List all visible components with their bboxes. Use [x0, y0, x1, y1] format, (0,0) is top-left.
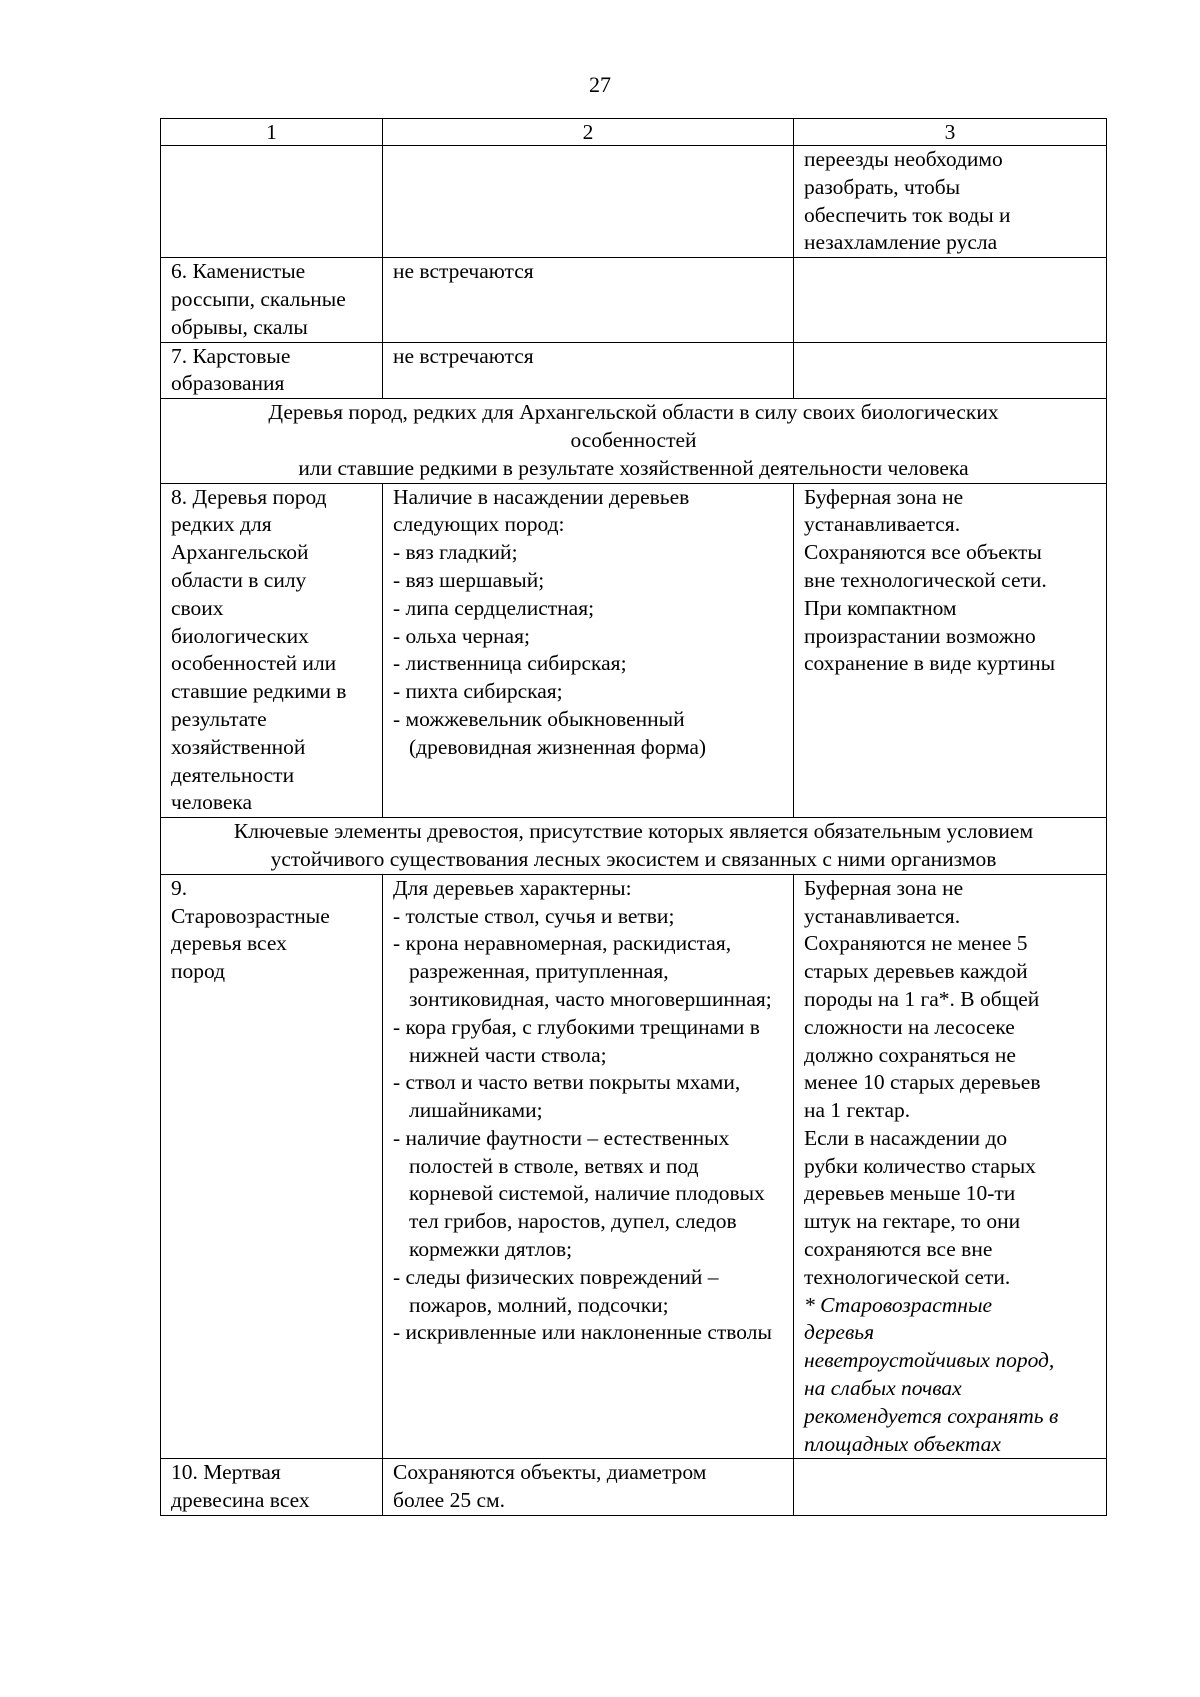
text-line: образования	[171, 371, 285, 396]
text-line: разобрать, чтобы	[804, 174, 961, 199]
text-line: произрастании возможно	[804, 623, 1036, 648]
text-line: старых деревьев каждой	[804, 959, 1028, 984]
text-line: сохраняются все вне	[804, 1237, 993, 1262]
text-line: хозяйственной	[171, 734, 306, 759]
table-row-7	[161, 342, 1107, 399]
text-line: особенностей	[570, 427, 697, 452]
text-line: биологических	[171, 623, 309, 648]
cell	[794, 342, 1107, 399]
cell	[794, 1459, 1107, 1516]
row-9-requirements	[794, 874, 1107, 1459]
characteristics-list	[393, 903, 783, 1348]
cell	[383, 146, 794, 258]
row-7-title	[161, 342, 383, 399]
text-line: обрывы, скалы	[171, 314, 308, 339]
text-line: Архангельской	[171, 540, 309, 565]
header-cell-1: 1	[161, 119, 383, 146]
footnote-line: неветроустойчивых пород,	[804, 1348, 1055, 1373]
list-item: - ствол и часто ветви покрыты мхами, лишайниками;	[393, 1069, 783, 1125]
text-line: деревьев меньше 10-ти	[804, 1181, 1016, 1206]
text-line: сохранение в виде куртины	[804, 651, 1056, 676]
row-8-title	[161, 483, 383, 818]
text-line: россыпи, скальные	[171, 286, 346, 311]
text-line: 7. Карстовые	[171, 343, 291, 368]
list-item: - липа сердцелистная;	[393, 595, 783, 623]
text-line: переезды необходимо	[804, 147, 1003, 171]
text-line: 8. Деревья пород	[171, 484, 327, 509]
list-item: - искривленные или наклоненные стволы	[393, 1319, 783, 1347]
section-heading-rare-trees	[161, 399, 1107, 483]
row-7-description: не встречаются	[383, 342, 794, 399]
text-line: Если в насаждении до	[804, 1125, 1008, 1150]
text-line: Сохраняются не менее 5	[804, 931, 1028, 956]
table-row-8	[161, 483, 1107, 818]
text-line: Деревья пород, редких для Архангельской области в силу своих биологических	[268, 400, 999, 425]
table-row-9	[161, 874, 1107, 1459]
footnote-line: рекомендуется сохранять в	[804, 1403, 1059, 1428]
cell	[794, 258, 1107, 342]
list-item: - толстые ствол, сучья и ветви;	[393, 903, 783, 931]
cell	[161, 146, 383, 258]
footnote-line: на слабых почвах	[804, 1376, 962, 1401]
text-line: области в силу	[171, 567, 307, 592]
section-row-key-elements	[161, 818, 1107, 875]
text-line: ставшие редкими в	[171, 679, 347, 704]
list-item: - можжевельник обыкновенный (древовидная жизненная форма)	[393, 706, 783, 762]
row-10-title	[161, 1459, 383, 1516]
text-line: Старовозрастные	[171, 903, 330, 928]
species-list	[393, 539, 783, 761]
cell-continued-text	[794, 146, 1107, 258]
text-line: редких для	[171, 512, 272, 537]
text-line: человека	[171, 790, 253, 815]
text-line: устанавливается.	[804, 903, 961, 928]
text-line: штук на гектаре, то они	[804, 1209, 1021, 1234]
text-line: технологической сети.	[804, 1264, 1011, 1289]
text-line: менее 10 старых деревьев	[804, 1070, 1041, 1095]
header-cell-2: 2	[383, 119, 794, 146]
row-10-description	[383, 1459, 794, 1516]
text-line: устанавливается.	[804, 512, 961, 537]
header-cell-3: 3	[794, 119, 1107, 146]
text-line: обеспечить ток воды и	[804, 202, 1011, 227]
text-line: деревья всех	[171, 931, 287, 956]
page-number: 27	[589, 72, 611, 97]
text-line: вне технологической сети.	[804, 567, 1047, 592]
row-6-description: не встречаются	[383, 258, 794, 342]
text-line: деятельности	[171, 762, 295, 787]
text-line: или ставшие редкими в результате хозяйственной деятельности человека	[298, 455, 969, 480]
text-line: следующих пород:	[393, 512, 565, 537]
row-8-requirements	[794, 483, 1107, 818]
list-item: - следы физических повреждений – пожаров, молний, подсочки;	[393, 1264, 783, 1320]
text-line: более 25 см.	[393, 1488, 505, 1513]
row-6-title	[161, 258, 383, 342]
list-item: - кора грубая, с глубокими трещинами в нижней части ствола;	[393, 1014, 783, 1070]
text-line: должно сохраняться не	[804, 1042, 1016, 1067]
text-line: незахламление русла	[804, 230, 998, 255]
text-line: особенностей или	[171, 651, 337, 676]
section-heading-key-elements	[161, 818, 1107, 875]
table-row-6	[161, 258, 1107, 342]
text-line: 10. Мертвая	[171, 1460, 281, 1485]
section-row-rare-trees	[161, 399, 1107, 483]
text-line: древесина всех	[171, 1488, 310, 1513]
text-line: Сохраняются все объекты	[804, 540, 1042, 565]
text-line: 9.	[171, 875, 188, 900]
table-row-10	[161, 1459, 1107, 1516]
text-line: Сохраняются объекты, диаметром	[393, 1460, 707, 1485]
list-item: - вяз шершавый;	[393, 567, 783, 595]
row-8-description	[383, 483, 794, 818]
text-line: своих	[171, 595, 224, 620]
text-line: результате	[171, 706, 267, 731]
text-line: Буферная зона не	[804, 484, 964, 509]
requirements-table	[160, 118, 1107, 1516]
list-item: - пихта сибирская;	[393, 678, 783, 706]
text-line: При компактном	[804, 595, 957, 620]
text-line: породы на 1 га*. В общей	[804, 986, 1040, 1011]
header-row	[161, 119, 1107, 146]
list-item: - наличие фаутности – естественных полостей в стволе, ветвях и под корневой системой, наличие плодовых тел грибов, наростов, дупел, следов кормежки дятлов;	[393, 1125, 783, 1264]
text-line: 6. Каменистые	[171, 259, 306, 284]
text-line: рубки количество старых	[804, 1153, 1036, 1178]
text-line: Наличие в насаждении деревьев	[393, 484, 690, 509]
text-line: на 1 гектар.	[804, 1098, 911, 1123]
list-item: - ольха черная;	[393, 623, 783, 651]
footnote-line: * Старовозрастные	[804, 1292, 993, 1317]
text-line: Для деревьев характерны:	[393, 875, 632, 900]
list-item: - лиственница сибирская;	[393, 650, 783, 678]
text-line: устойчивого существования лесных экосистем и связанных с ними организмов	[270, 846, 997, 871]
list-item: - вяз гладкий;	[393, 539, 783, 567]
row-9-description	[383, 874, 794, 1459]
list-item: - крона неравномерная, раскидистая, разреженная, притупленная, зонтиковидная, часто многовершинная;	[393, 930, 783, 1013]
footnote-line: деревья	[804, 1320, 875, 1345]
text-line: Ключевые элементы древостоя, присутствие которых является обязательным условием	[233, 819, 1034, 844]
table-row-continued	[161, 146, 1107, 258]
footnote-line: площадных объектах	[804, 1431, 1001, 1456]
text-line: сложности на лесосеке	[804, 1014, 1015, 1039]
text-line: Буферная зона не	[804, 875, 964, 900]
text-line: пород	[171, 959, 226, 984]
row-9-title	[161, 874, 383, 1459]
